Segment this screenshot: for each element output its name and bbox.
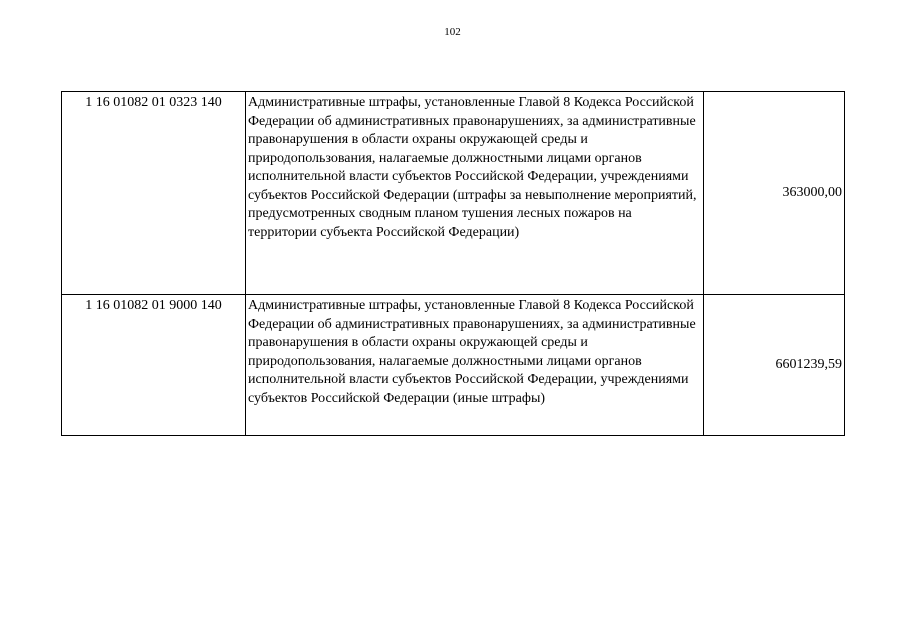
revenue-amount: 6601239,59 (704, 295, 845, 436)
revenue-description: Административные штрафы, установленные Главой 8 Кодекса Российской Федерации об административных правонарушениях, за административные правонарушения в области охраны окружающей среды и природопользования, налагаемые должностными лицами органов исполнительной власти субъектов Российской Федерации, учреждениями субъектов Российской Федерации (иные штрафы) (246, 295, 704, 436)
budget-revenue-table (61, 91, 845, 436)
table-row (62, 92, 845, 295)
revenue-amount: 363000,00 (704, 92, 845, 295)
page-number: 102 (444, 26, 461, 38)
budget-classification-code: 1 16 01082 01 9000 140 (62, 295, 246, 436)
budget-classification-code: 1 16 01082 01 0323 140 (62, 92, 246, 295)
table-row (62, 295, 845, 436)
revenue-description: Административные штрафы, установленные Главой 8 Кодекса Российской Федерации об административных правонарушениях, за административные правонарушения в области охраны окружающей среды и природопользования, налагаемые должностными лицами органов исполнительной власти субъектов Российской Федерации, учреждениями субъектов Российской Федерации (штрафы за невыполнение мероприятий, предусмотренных сводным планом тушения лесных пожаров на территории субъекта Российской Федерации) (246, 92, 704, 295)
